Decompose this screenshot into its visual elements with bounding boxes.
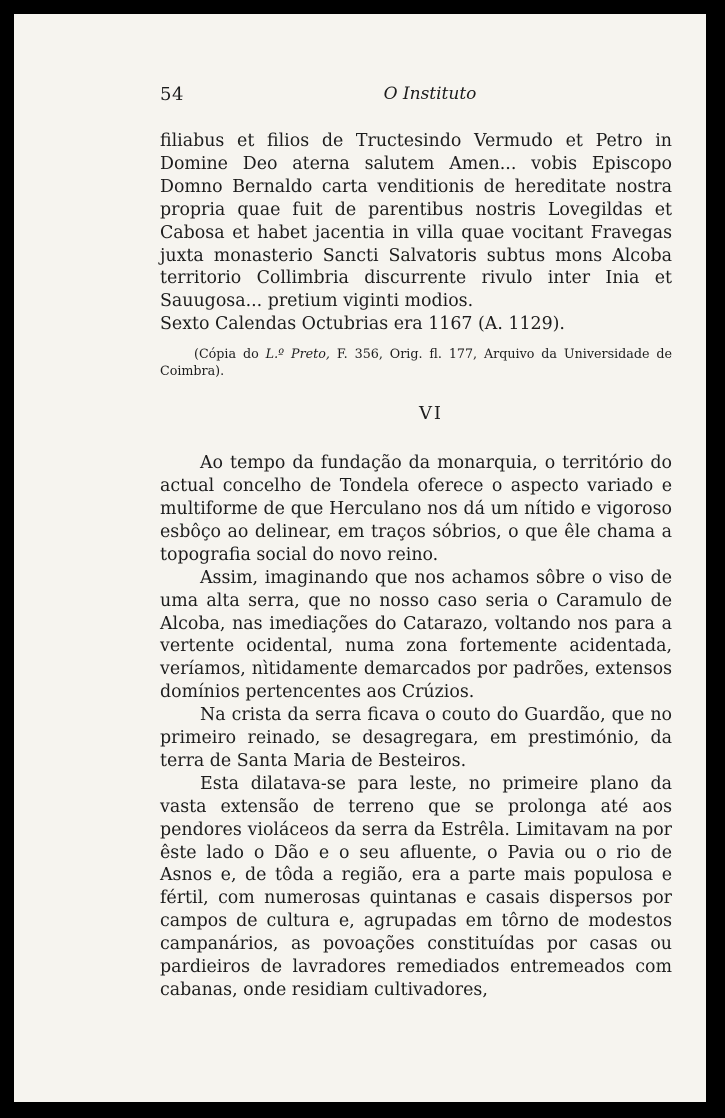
citation-space — [284, 346, 291, 361]
running-title: O Instituto — [383, 84, 477, 104]
citation-before: (Cópia do — [194, 346, 266, 362]
source-citation — [160, 345, 672, 379]
paragraph: Assim, imaginando que nos achamos sôbre o viso de uma alta serra, que no nosso caso seria o Caramulo de Alcoba, nas imediações do Catarazo, voltando nos para a vertente ocidental, numa zona fortemente acidentada, veríamos, nìtidamente demarcados por padrões, extensos domínios pertencentes aos Crúzios. — [160, 567, 672, 703]
latin-date-line — [160, 313, 672, 336]
section-heading: VI — [418, 403, 444, 425]
paragraph: Na crista da serra ficava o couto do Guardão, que no primeiro reinado, se desagregara, em prestimónio, da terra de Santa Maria de Besteiros. — [160, 705, 672, 771]
paragraph: Esta dilatava-se para leste, no primeire plano da vasta extensão de terreno que se prolonga até aos pendores violáceos da serra da Estrêla. Limitavam na por êste lado o Dão e o seu afluente, o Pavia ou o rio de Asnos e, de tôda a região, era a parte mais populosa e fértil, com numerosas quintanas e casais dispersos por campos de cultura e, agrupadas em tôrno de modestos campanários, as povoações constituídas por casas ou pardieiros de lavradores remediados entremeados com cabanas, onde residiam cultivadores, — [160, 773, 672, 1000]
paragraph: Ao tempo da fundação da monarquia, o território do actual concelho de Tondela oferece o aspecto variado e multiforme de que Herculano nos dá um nítido e vigoroso esbôço ao delinear, em traços sóbrios, o que êle chama a topografia social do novo reino. — [160, 453, 672, 565]
citation-after: F. 356, Orig. fl. 177, Arquivo da Universidade de Coimbra). — [160, 346, 673, 379]
latin-date-text: Sexto Calendas Octubrias era 1167 (A. 1129). — [160, 314, 565, 335]
body-text — [160, 130, 672, 1002]
document-page — [14, 14, 706, 1102]
page-header — [160, 84, 670, 112]
latin-charter-excerpt: filiabus et filios de Tructesindo Vermudo et Petro in Domine Deo aterna salutem Amen... vobis Episcopo Domno Bernaldo carta venditionis de hereditate nostra propria quae fuit de parentibus nostris Lovegildas et Cabosa et habet jacentia in villa quae vocitant Fravegas juxta monasterio Sancti Salvatoris subtus mons Alcoba territorio Collimbria discurrente rivulo inter Inia et Sauugosa... pretium viginti modios. — [160, 131, 672, 312]
citation-italic-lib: L.º — [265, 346, 285, 362]
citation-italic-preto: Preto, — [291, 346, 330, 362]
page-number: 54 — [160, 84, 184, 105]
